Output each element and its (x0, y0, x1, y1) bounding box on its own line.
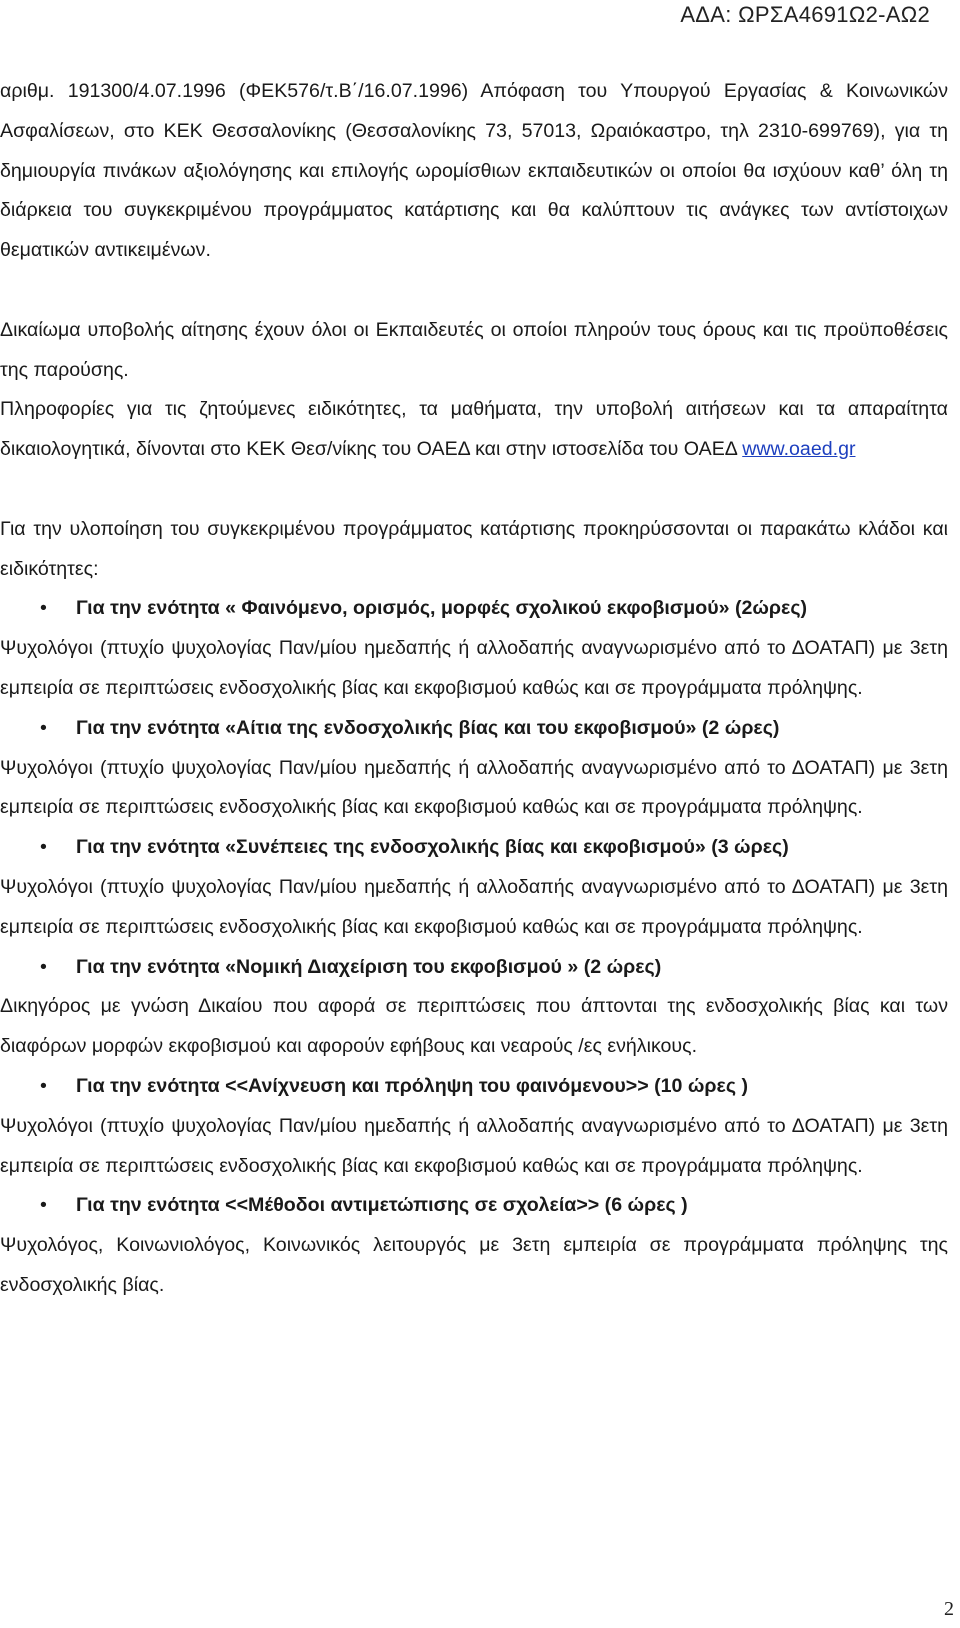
unit-requirements: Ψυχολόγοι (πτυχίο ψυχολογίας Παν/μίου ημεδαπής ή αλλοδαπής αναγνωρισμένο από το ΔΟΑΤΑΠ) με 3ετη εμπειρία σε περιπτώσεις ενδοσχολικής βίας και εκφοβισμού καθώς και σε προγράμματα πρόληψης. (0, 1114, 948, 1177)
bullet-icon: • (40, 1074, 47, 1097)
bullet-icon: • (40, 836, 47, 859)
unit-heading (0, 948, 948, 988)
unit-requirements: Ψυχολόγος, Κοινωνιολόγος, Κοινωνικός λειτουργός με 3ετη εμπειρία σε προγράμματα πρόληψης της ενδοσχολικής βίας. (0, 1234, 948, 1296)
unit-requirements: Ψυχολόγοι (πτυχίο ψυχολογίας Παν/μίου ημεδαπής ή αλλοδαπής αναγνωρισμένο από το ΔΟΑΤΑΠ) με 3ετη εμπειρία σε περιπτώσεις ενδοσχολικής βίας και εκφοβισμού καθώς και σε προγράμματα πρόληψης. (0, 637, 948, 699)
unit-heading (0, 1067, 948, 1107)
bullet-icon: • (40, 716, 47, 739)
unit-item (0, 828, 948, 947)
document-ada-code: ΑΔΑ: ΩΡΣΑ4691Ω2-ΑΩ2 (680, 2, 930, 27)
unit-title: Για την ενότητα <<Ανίχνευση και πρόληψη του φαινόμενου>> (10 ώρες ) (76, 1074, 749, 1097)
unit-item (0, 589, 948, 708)
information-paragraph (0, 390, 948, 470)
eligibility-paragraph: Δικαίωμα υποβολής αίτησης έχουν όλοι οι Εκπαιδευτές οι οποίοι πληρούν τους όρους και τις προϋποθέσεις της παρούσης. (0, 318, 948, 381)
unit-title: Για την ενότητα «Νομική Διαχείριση του εκφοβισμού » (2 ώρες) (76, 955, 662, 978)
unit-title: Για την ενότητα <<Μέθοδοι αντιμετώπισης σε σχολεία>> (6 ώρες ) (76, 1194, 688, 1217)
unit-item (0, 709, 948, 828)
unit-item (0, 1186, 948, 1305)
unit-item (0, 948, 948, 1067)
intro-paragraph: αριθμ. 191300/4.07.1996 (ΦΕΚ576/τ.Β΄/16.07.1996) Απόφαση του Υπουργού Εργασίας & Κοινωνικών Ασφαλίσεων, στο ΚΕΚ Θεσσαλονίκης (Θεσσαλονίκης 73, 57013, Ωραιόκαστρο, τηλ 2310-699769), για τη δημιουργία πινάκων αξιολόγησης και επιλογής ωρομίσθιων εκπαιδευτικών οι οποίοι θα ισχύουν καθ’ όλη τη διάρκεια του συγκεκριμένου προγράμματος κατάρτισης και θα καλύπτουν τις ανάγκες των αντίστοιχων θεματικών αντικειμένων. (0, 80, 948, 262)
document-body (0, 72, 948, 1306)
unit-requirements: Δικηγόρος με γνώση Δικαίου που αφορά σε περιπτώσεις που άπτονται της ενδοσχολικής βίας και των διαφόρων μορφών εκφοβισμού και αφορούν εφήβους και νεαρούς /ες ενήλικους. (0, 995, 948, 1058)
unit-title: Για την ενότητα «Αίτια της ενδοσχολικής βίας και του εκφοβισμού» (2 ώρες) (76, 716, 780, 739)
page-number: 2 (944, 1598, 954, 1620)
unit-heading (0, 589, 948, 629)
unit-heading (0, 1186, 948, 1226)
bullet-icon: • (40, 955, 47, 978)
specialties-intro-paragraph: Για την υλοποίηση του συγκεκριμένου προγράμματος κατάρτισης προκηρύσσονται οι παρακάτω κλάδοι και ειδικότητες: (0, 517, 948, 580)
bullet-icon: • (40, 597, 47, 620)
unit-title: Για την ενότητα « Φαινόμενο, ορισμός, μορφές σχολικού εκφοβισμού» (2ώρες) (76, 597, 808, 620)
oaed-website-link[interactable]: www.oaed.gr (742, 438, 856, 461)
unit-requirements: Ψυχολόγοι (πτυχίο ψυχολογίας Παν/μίου ημεδαπής ή αλλοδαπής αναγνωρισμένο από το ΔΟΑΤΑΠ) με 3ετη εμπειρία σε περιπτώσεις ενδοσχολικής βίας και εκφοβισμού καθώς και σε προγράμματα πρόληψης. (0, 875, 948, 938)
unit-heading (0, 709, 948, 749)
bullet-icon: • (40, 1194, 47, 1217)
unit-item (0, 1067, 948, 1186)
unit-requirements: Ψυχολόγοι (πτυχίο ψυχολογίας Παν/μίου ημεδαπής ή αλλοδαπής αναγνωρισμένο από το ΔΟΑΤΑΠ) με 3ετη εμπειρία σε περιπτώσεις ενδοσχολικής βίας και εκφοβισμού καθώς και σε προγράμματα πρόληψης. (0, 756, 948, 819)
unit-heading (0, 828, 948, 868)
information-text: Πληροφορίες για τις ζητούμενες ειδικότητες, τα μαθήματα, την υποβολή αιτήσεων και τα απαραίτητα δικαιολογητικά, δίνονται στο ΚΕΚ Θεσ/νίκης του ΟΑΕΔ και στην ιστοσελίδα του ΟΑΕΔ (0, 398, 948, 461)
unit-title: Για την ενότητα «Συνέπειες της ενδοσχολικής βίας και εκφοβισμού» (3 ώρες) (76, 836, 789, 859)
unit-list (0, 589, 948, 1305)
